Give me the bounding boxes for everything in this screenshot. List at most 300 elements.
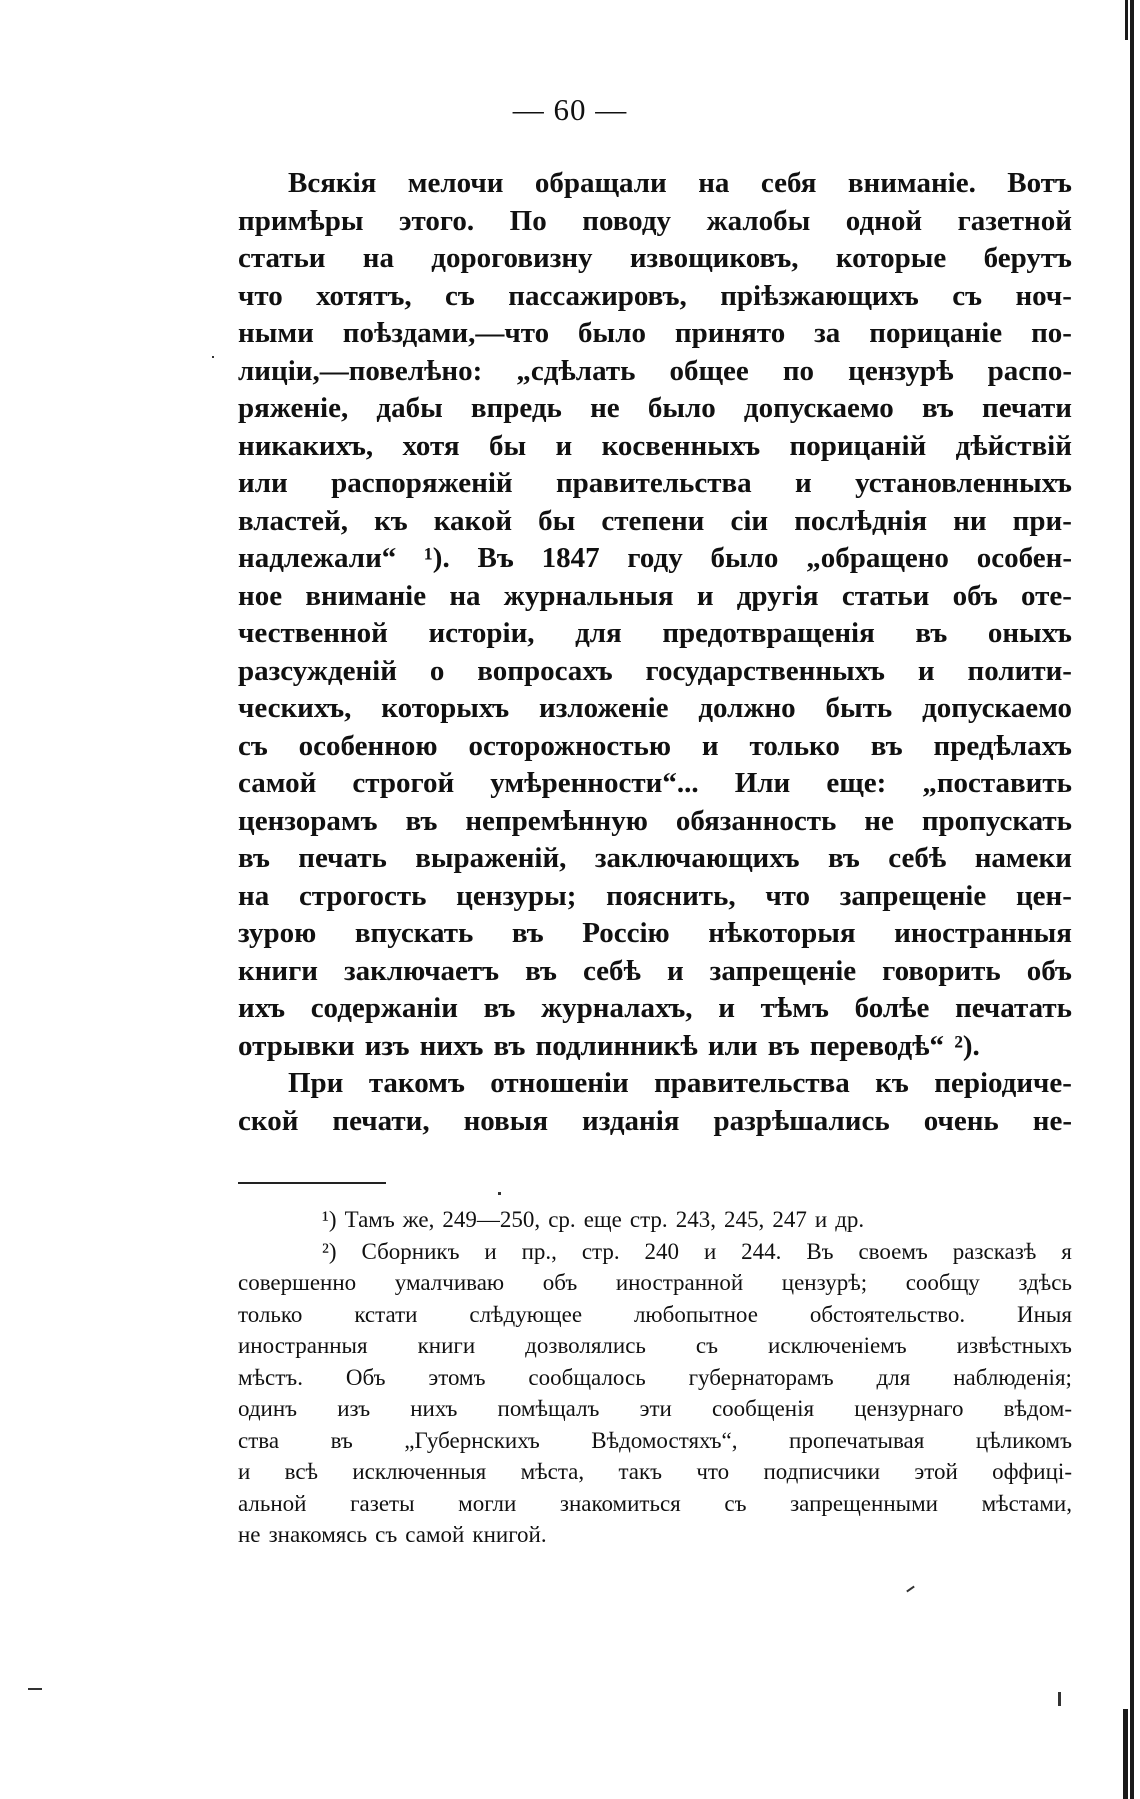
text-line [238, 315, 1072, 353]
word: какой [433, 504, 513, 537]
text-line [238, 1028, 1072, 1066]
word: быть [825, 692, 893, 724]
footnote-line [238, 1299, 1072, 1331]
word: исключеніемъ [768, 1333, 907, 1358]
word: оте- [1021, 579, 1072, 612]
text-line [238, 690, 1072, 728]
word: не [864, 804, 894, 837]
word: статьи [238, 242, 326, 274]
text-line [238, 878, 1072, 916]
word: строгость [298, 879, 427, 912]
word: разрѣшались [713, 1104, 890, 1137]
word: отношеніи [490, 1067, 629, 1099]
word: сообщенія [711, 1396, 815, 1421]
footnote-line [238, 1425, 1072, 1457]
word: еще: [826, 767, 887, 799]
text-line [238, 540, 1072, 578]
text-line [238, 803, 1072, 841]
word: не [590, 392, 620, 424]
word: 243, [675, 1207, 716, 1232]
text-line [238, 428, 1072, 466]
word: въ [511, 917, 544, 949]
word: сообщу [905, 1270, 980, 1295]
word: съ [238, 729, 268, 762]
word: обстоятельство. [809, 1301, 966, 1327]
word: подлинникѣ [535, 1029, 698, 1062]
word: общее [669, 354, 749, 387]
word: заключающихъ [594, 842, 800, 874]
word: разсужденій [238, 654, 397, 687]
word: ²). [954, 1029, 980, 1062]
page-edge-shadow [1130, 0, 1134, 1799]
word: пассажировъ, [508, 279, 687, 312]
word: новыя [463, 1104, 549, 1137]
word: Тамъ [344, 1207, 395, 1232]
word: пропускать [921, 804, 1072, 837]
word: и [666, 954, 684, 987]
word: государственныхъ [645, 654, 885, 687]
word: нихъ [419, 1029, 484, 1062]
word: Объ [345, 1364, 386, 1390]
word: для [876, 1364, 911, 1390]
word: съ [445, 279, 475, 312]
word: къ [374, 504, 408, 537]
word: ¹) [322, 1207, 337, 1232]
word: особен- [976, 542, 1072, 574]
text-line [238, 1103, 1072, 1141]
word: исторіи, [428, 617, 535, 649]
word: болѣе [854, 992, 930, 1024]
word: степени [601, 504, 705, 537]
word: дабы [376, 392, 443, 424]
word: и [238, 1459, 251, 1484]
footnotes [238, 1204, 1072, 1551]
word: цен- [1015, 879, 1072, 912]
word: очень [923, 1104, 999, 1137]
word: цензорамъ [238, 804, 378, 837]
word: запрещенными [790, 1490, 938, 1516]
word: мелочи [407, 167, 504, 199]
word: журнальныя [503, 579, 674, 612]
word: же, [402, 1207, 435, 1232]
word: хотя [402, 429, 460, 462]
word: 247 [772, 1207, 807, 1232]
word: лиціи,—повелѣно: [238, 354, 483, 387]
word: впускать [354, 917, 474, 949]
word: намеки [974, 842, 1072, 874]
word: въ [483, 992, 516, 1024]
word: объ [1026, 954, 1072, 987]
word: было [710, 542, 779, 574]
word: печатать [955, 992, 1072, 1024]
word: этой [914, 1459, 958, 1484]
word: умѣренности“... [490, 767, 699, 799]
word: дороговизну [431, 242, 593, 274]
word: о [429, 654, 445, 687]
word: косвенныхъ [601, 429, 761, 462]
word: др. [835, 1207, 865, 1232]
text-line [238, 840, 1072, 878]
word: изъ [337, 1396, 371, 1421]
word: не- [1032, 1104, 1072, 1137]
word: извощиковъ, [629, 242, 799, 274]
word: на [238, 879, 270, 912]
word: зурою [238, 917, 317, 949]
word: допускаемо [922, 692, 1072, 724]
word: изданія [582, 1104, 680, 1137]
word: примѣры [238, 204, 364, 237]
word: или [238, 467, 288, 499]
footnote-separator [238, 1182, 386, 1184]
word: обязанность [675, 804, 837, 837]
word: стр. [629, 1207, 668, 1232]
word: установленныхъ [855, 467, 1072, 499]
word: самой [238, 767, 317, 799]
word: вѣдом- [1003, 1396, 1072, 1421]
word: и [917, 654, 935, 687]
word: году [627, 542, 683, 574]
word: одинъ [238, 1396, 298, 1421]
word: ряженіе, [238, 392, 349, 424]
text-line [238, 278, 1072, 316]
word: и [795, 467, 812, 499]
word: въ [921, 392, 954, 424]
word: пр., [521, 1238, 557, 1264]
word: и [703, 1238, 717, 1264]
word: и [701, 729, 719, 762]
word: Въ [806, 1238, 834, 1264]
page-edge-mark-top [1125, 0, 1128, 40]
text-line [238, 240, 1072, 278]
word: всѣ [284, 1459, 319, 1484]
word: „сдѣлать [516, 354, 636, 387]
word: порицаніе [869, 317, 1003, 349]
word: умалчиваю [394, 1270, 505, 1295]
word: себѣ [582, 954, 641, 987]
word: ческихъ, [238, 692, 352, 724]
word: запрещеніе [839, 879, 987, 912]
word: жалобы [706, 204, 811, 237]
word: дозволялись [525, 1333, 646, 1358]
word: печать [298, 842, 387, 874]
word: цензурѣ; [781, 1270, 868, 1295]
word: цензуры; [456, 879, 577, 912]
word: 249—250, [442, 1207, 541, 1232]
word: ¹). [424, 542, 450, 574]
word: ской [238, 1104, 299, 1137]
word: Россію [582, 917, 670, 949]
word: другія [736, 579, 819, 612]
word: печати, [332, 1104, 430, 1137]
word: заключаетъ [344, 954, 500, 987]
word: на [362, 242, 395, 274]
word: объ [952, 579, 998, 612]
word: иностранныя [894, 917, 1072, 949]
word: мѣста, [520, 1459, 585, 1484]
word: тѣмъ [760, 992, 829, 1024]
word: періодиче- [934, 1067, 1072, 1099]
word: надлежали“ [238, 542, 397, 574]
main-text [238, 165, 1072, 1140]
word: Вѣдомостяхъ“, [591, 1427, 738, 1453]
word: „Губернскихъ [404, 1427, 540, 1453]
word: и [718, 992, 735, 1024]
word: ихъ [238, 992, 286, 1024]
word: сообщалось [528, 1364, 646, 1390]
word: хотятъ, [316, 279, 412, 312]
word: губернаторамъ [688, 1364, 834, 1390]
word: въ [238, 842, 270, 874]
word: книгой. [472, 1522, 547, 1547]
word: выраженій, [415, 842, 567, 874]
word: одной [845, 204, 923, 237]
word: могли [458, 1490, 517, 1516]
text-line [238, 765, 1072, 803]
word: помѣщалъ [497, 1396, 600, 1421]
word: цензурнаго [854, 1396, 964, 1421]
word: для [575, 617, 622, 649]
word: съ [695, 1333, 719, 1358]
word: книги [238, 954, 319, 987]
footnote-line [238, 1393, 1072, 1425]
word: въ [827, 842, 860, 874]
word: въ [767, 1029, 800, 1062]
text-line [238, 990, 1072, 1028]
word: такъ [618, 1459, 663, 1484]
word: пояснить, [606, 879, 736, 912]
text-line [238, 1065, 1072, 1103]
word: ными [238, 317, 314, 349]
word: съ [375, 1522, 398, 1547]
word: 245, [724, 1207, 765, 1232]
word: принято [674, 317, 786, 349]
word: исключенныя [352, 1459, 487, 1484]
text-line [238, 653, 1072, 691]
word: предотвращенія [662, 617, 875, 649]
word: оныхъ [987, 617, 1072, 649]
word: мѣстъ. [238, 1364, 303, 1390]
text-line [238, 503, 1072, 541]
word: распоряженій [331, 467, 513, 499]
word: властей, [238, 504, 348, 537]
word: строгой [352, 767, 455, 799]
word: что [765, 879, 811, 912]
word: Иныя [1017, 1301, 1072, 1327]
word: 1847 [541, 542, 600, 574]
word: въ [405, 804, 438, 837]
word: еще [583, 1207, 622, 1232]
text-line [238, 915, 1072, 953]
word: ²) [322, 1238, 337, 1264]
word: допускаемо [743, 392, 894, 424]
word: ср. [548, 1207, 576, 1232]
word: объ [542, 1270, 578, 1295]
text-line [238, 203, 1072, 241]
word: этого. [399, 204, 475, 237]
footnote-line [238, 1330, 1072, 1362]
word: къ [875, 1067, 909, 1099]
word: кстати [354, 1301, 418, 1327]
word: книги [417, 1333, 476, 1358]
word: въ [915, 617, 948, 649]
word: Или [734, 767, 791, 799]
word: отрывки [238, 1029, 355, 1062]
word: 244. [741, 1238, 782, 1264]
word: по- [1031, 317, 1072, 349]
word: которые [835, 242, 947, 274]
word: только [238, 1301, 303, 1327]
word: этомъ [428, 1364, 486, 1390]
word: цензурѣ [848, 354, 954, 387]
word: ноч- [1015, 279, 1072, 312]
word: правительства [654, 1067, 850, 1099]
word: своемъ [858, 1238, 928, 1264]
word: знакомясь [268, 1522, 368, 1547]
word: впредь [470, 392, 562, 424]
word: иностранныя [238, 1333, 368, 1358]
word: берутъ [983, 242, 1072, 274]
word: поводу [582, 204, 672, 237]
word: должно [698, 692, 796, 724]
word: По [509, 204, 547, 237]
word: поѣздами,—что [342, 317, 550, 349]
word: ни [953, 504, 987, 537]
word: „поставить [922, 767, 1072, 799]
word: такомъ [368, 1067, 465, 1099]
word: мѣстами, [981, 1490, 1072, 1516]
word: дѣйствій [955, 429, 1072, 462]
word: изъ [364, 1029, 410, 1062]
word: нихъ [410, 1396, 458, 1421]
text-line [238, 165, 1072, 203]
word: эти [639, 1396, 672, 1421]
footnote-line [238, 1456, 1072, 1488]
word: я [1061, 1238, 1072, 1264]
word: здѣсь [1018, 1270, 1072, 1295]
footnote-line [238, 1267, 1072, 1299]
word: которыхъ [381, 692, 510, 724]
word: за [814, 317, 841, 349]
word: Въ [477, 542, 514, 574]
word: разсказѣ [952, 1238, 1037, 1264]
text-line [238, 953, 1072, 991]
text-line [238, 390, 1072, 428]
word: не [238, 1522, 261, 1547]
word: иностранной [615, 1270, 744, 1295]
word: непремѣнную [465, 804, 648, 837]
text-line [238, 615, 1072, 653]
word: наблюденія; [953, 1364, 1072, 1390]
word: ное [238, 579, 283, 612]
word: знакомиться [559, 1490, 681, 1516]
word: себя [760, 167, 817, 199]
word: пропечатывая [789, 1427, 925, 1453]
word: или [707, 1029, 758, 1062]
word: оффиці- [992, 1459, 1072, 1484]
word: говорить [882, 954, 1001, 987]
word: въ [870, 729, 903, 762]
word: Всякія [288, 167, 377, 199]
word: 240 [644, 1238, 680, 1264]
word: и [696, 579, 714, 612]
word: совершенно [238, 1270, 357, 1295]
word: любопытное [633, 1301, 758, 1327]
word: „обращено [806, 542, 949, 574]
word: съ [724, 1490, 747, 1516]
footnote-line [238, 1362, 1072, 1394]
word: газетной [957, 204, 1072, 237]
word: правительства [555, 467, 752, 499]
word: альной [238, 1490, 307, 1516]
page-number: — 60 — [512, 92, 628, 127]
word: распо- [987, 354, 1072, 387]
word: особенною [298, 729, 438, 762]
word: статьи [841, 579, 930, 612]
word: пріѣзжающихъ [720, 279, 919, 312]
footnote-line [238, 1519, 1072, 1551]
word: порицаній [789, 429, 927, 462]
word: запрещеніе [709, 954, 857, 987]
word: на [449, 579, 481, 612]
word: изложеніе [538, 692, 669, 724]
word: обращали [534, 167, 667, 199]
word: было [578, 317, 646, 349]
word: самой [405, 1522, 465, 1547]
word: себѣ [888, 842, 947, 874]
text-line [238, 578, 1072, 616]
word: и [814, 1207, 828, 1232]
word: цѣликомъ [975, 1427, 1072, 1453]
word: журналахъ, [541, 992, 693, 1024]
word: по [782, 354, 815, 387]
footnote-line [238, 1488, 1072, 1520]
word: слѣдующее [469, 1301, 583, 1327]
word: переводѣ“ [809, 1029, 945, 1062]
word: ства [238, 1427, 280, 1453]
word: печати [982, 392, 1072, 424]
word: въ [330, 1427, 353, 1453]
word: никакихъ, [238, 429, 374, 462]
word: бы [538, 504, 576, 537]
word: на [698, 167, 730, 199]
word: вниманіе [305, 579, 427, 612]
text-line [238, 465, 1072, 503]
word: Вотъ [1007, 167, 1072, 199]
text-line [238, 728, 1072, 766]
word: стр. [581, 1238, 620, 1264]
word: послѣднія [794, 504, 928, 537]
word: при- [1012, 504, 1072, 537]
word: только [749, 729, 840, 762]
word: извѣстныхъ [956, 1333, 1072, 1358]
word: сіи [730, 504, 769, 537]
word: содержаніи [310, 992, 458, 1024]
word: было [647, 392, 716, 424]
page-edge-mark-bottom [1123, 1709, 1128, 1799]
word: что [696, 1459, 730, 1484]
word: чественной [238, 617, 388, 649]
word: и [555, 429, 573, 462]
word: газеты [350, 1490, 415, 1516]
word: съ [952, 279, 983, 312]
word: что [238, 279, 283, 312]
word: Сборникъ [361, 1238, 460, 1264]
footnote-line [238, 1204, 1072, 1236]
word: въ [493, 1029, 526, 1062]
text-line [238, 353, 1072, 391]
word: осторожностью [468, 729, 671, 762]
word: вопросахъ [477, 654, 613, 687]
